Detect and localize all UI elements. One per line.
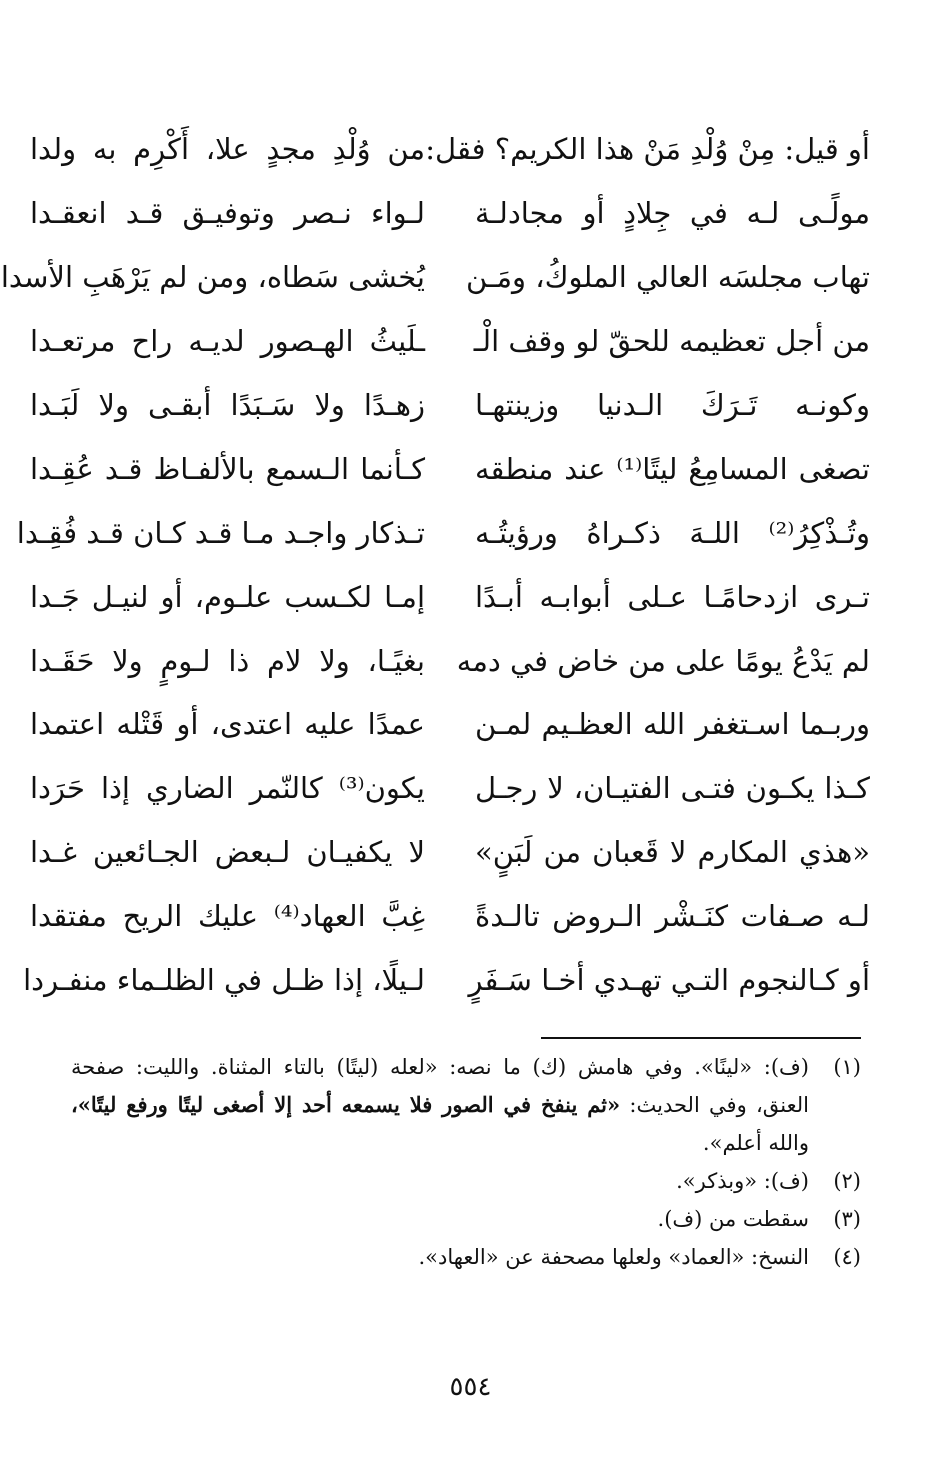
hemistich-second: كـأنما الـسمع بالألفـاظ قـد عُقِـدا: [30, 451, 425, 486]
footnote-text-part: سقطت من (ف).: [657, 1207, 809, 1231]
footnote-number: (٣): [833, 1207, 861, 1231]
hemistich-second: لا يكفيـان لـبعض الجـائعين غـدا: [30, 835, 425, 870]
couplet: [30, 693, 870, 757]
footnote-number: (١): [833, 1055, 861, 1079]
hemistich-first: تصغى المسامِعُ ليتًا⁽¹⁾ عند منطقه: [475, 451, 870, 486]
footnotes: [71, 1048, 861, 1276]
footnote-text-part: «ثم ينفخ في الصور فلا يسمعه أحد إلا أصغى ليتًا ورفع ليتًا»،: [71, 1092, 621, 1117]
hemistich-first: مولًـى لـه في جِلادٍ أو مجادلـة: [475, 196, 870, 231]
hemistich-second: ـلَيثُ الهـصور لديـه راح مرتعـدا: [30, 324, 425, 359]
hemistich-first: تـرى ازدحامًـا عـلى أبوابـه أبـدًا: [475, 579, 870, 614]
hemistich-first: كـذا يكـون فتـى الفتيـان، لا رجـل: [475, 771, 870, 806]
footnote: [71, 1238, 861, 1276]
footnote-text: [71, 1048, 809, 1162]
footnote-number: (٤): [833, 1245, 861, 1269]
hemistich-second: لـواء نـصر وتوفيـق قـد انعقـدا: [30, 196, 425, 231]
hemistich-second: من وُلْدِ مجدٍ علا، أَكْرِم به ولدا: [30, 132, 425, 167]
hemistich-first: وربـما اسـتغفر الله العظـيم لمـن: [475, 707, 870, 742]
couplet: [30, 182, 870, 246]
hemistich-second: عمدًا عليه اعتدى، أو قَتْله اعتمدا: [30, 707, 425, 742]
hemistich-first: من أجل تعظيمه للحقّ لو وقف الْـ: [473, 324, 870, 359]
footnote-text-part: (ف): «وبذكر».: [676, 1169, 809, 1193]
footnote-text: [71, 1238, 809, 1276]
hemistich-second: إمـا لكـسب علـوم، أو لنيـل جَـدا: [30, 579, 425, 614]
hemistich-first: أو كـالنجوم التـي تهـدي أخـا سَـفَرٍ: [468, 963, 870, 998]
couplet: [30, 374, 870, 438]
hemistich-second: لـيلًا، إذا ظـل في الظلـماء منفـردا: [23, 963, 425, 998]
poem: [0, 118, 870, 1012]
couplet: [30, 757, 870, 821]
hemistich-second: بغيًـا، ولا لام ذا لـومٍ ولا حَقَـدا: [30, 643, 425, 678]
hemistich-second: غِبَّ العهاد⁽⁴⁾ عليك الريح مفتقدا: [30, 899, 426, 934]
couplet: [30, 821, 870, 885]
hemistich-second: تـذكار واجـد مـا قـد كـان قـد فُقِـدا: [16, 515, 425, 550]
footnote: [71, 1048, 861, 1162]
couplet: [30, 118, 870, 182]
couplet: [30, 310, 870, 374]
hemistich-first: لم يَدْعُ يومًا على من خاض في دمه: [456, 643, 870, 678]
couplet: [23, 949, 870, 1013]
couplet: [0, 246, 870, 310]
couplet: [30, 885, 870, 949]
couplet: [16, 501, 870, 565]
couplet: [30, 437, 870, 501]
hemistich-first: وتُـذْكِرُ⁽²⁾ اللـهَ ذكـراهُ ورؤيتُـه: [475, 515, 870, 550]
couplet: [30, 565, 870, 629]
footnote-number: (٢): [833, 1169, 861, 1193]
hemistich-first: تهاب مجلسَه العالي الملوكُ، ومَـن: [465, 260, 870, 295]
hemistich-first: «هذي المكارم لا قَعبان من لَبَنٍ»: [475, 835, 870, 870]
page-number: ٥٥٤: [449, 1372, 492, 1402]
footnote-text-part: (ف): «لينًا». وفي هامش (ك) ما نصه: «لعله (ليتًا) بالتاء المثناة. والليت: صفحة العنق، وفي الحديث:: [71, 1055, 809, 1117]
hemistich-second: يكون⁽³⁾ كالنّمر الضاري إذا حَرَدا: [30, 771, 425, 806]
footnote-divider: [541, 1037, 861, 1039]
footnote: [71, 1200, 861, 1238]
footnote: [71, 1162, 861, 1200]
hemistich-first: لـه صـفات كنَـشْر الـروض تالـدةً: [475, 899, 870, 934]
footnote-text: [71, 1162, 809, 1200]
hemistich-first: وكونـه تَـرَكَ الـدنيا وزينتهـا: [475, 388, 870, 422]
footnote-text-part: النسخ: «العماد» ولعلها مصحفة عن «العهاد».: [418, 1245, 809, 1269]
couplet: [30, 629, 870, 693]
footnote-text: [71, 1200, 809, 1238]
hemistich-second: زهـدًا ولا سَـبَدًا أبقـى ولا لَبَـدا: [30, 388, 425, 422]
hemistich-first: أو قيل: مِنْ وُلْدِ مَنْ هذا الكريم؟ فقل:: [425, 132, 870, 167]
hemistich-second: يُخشى سَطاه، ومن لم يَرْهَبِ الأسدا: [0, 260, 425, 295]
footnote-text-part: والله أعلم».: [702, 1131, 809, 1155]
